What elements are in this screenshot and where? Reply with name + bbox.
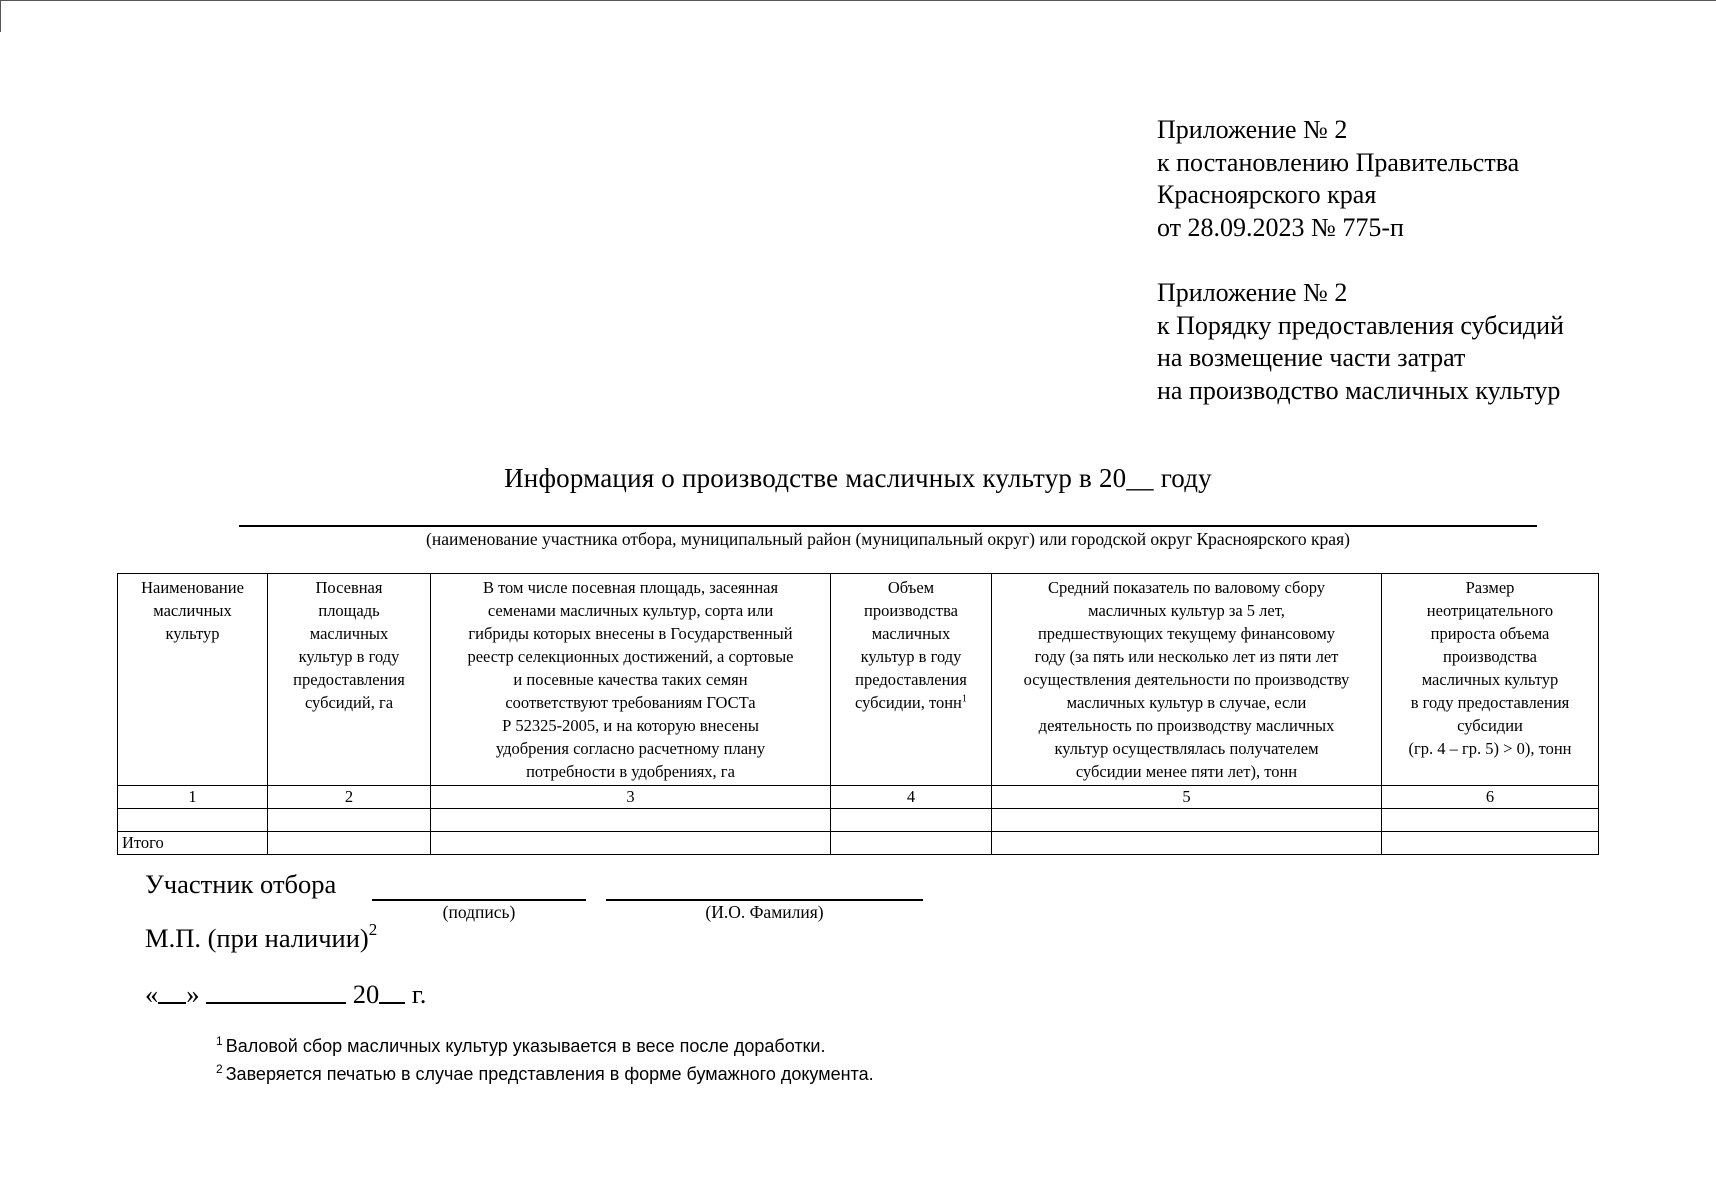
column-number-row bbox=[118, 786, 1599, 809]
participant-caption: (наименование участника отбора, муниципальный район (муниципальный округ) или городской округ Красноярского края) bbox=[426, 529, 1350, 549]
appendix-header-block bbox=[1157, 114, 1564, 407]
date-line: « » 20 г. bbox=[145, 976, 426, 1010]
table-cell[interactable] bbox=[268, 809, 431, 832]
table-cell[interactable] bbox=[1382, 809, 1599, 832]
column-number: 6 bbox=[1382, 786, 1599, 809]
header-col-1: Наименование масличных культур bbox=[118, 574, 268, 786]
signature-caption: (подпись) bbox=[442, 902, 516, 922]
production-table bbox=[117, 573, 1599, 855]
table-cell[interactable] bbox=[118, 809, 268, 832]
name-line[interactable] bbox=[606, 899, 923, 901]
total-cell[interactable] bbox=[992, 832, 1382, 855]
header-col-3: В том числе посевная площадь, засеянная семенами масличных культур, сорта или гибриды которых внесены в Государственный реестр селекционных достижений, а сортовые и посевные качества таких семян соответствуют требованиям ГОСТа Р 52325-2005, и на которую внесены удобрения согласно расчетному плану потребности в удобрениях, га bbox=[431, 574, 831, 786]
table-row bbox=[118, 809, 1599, 832]
appendix-order-line: на возмещение части затрат bbox=[1157, 343, 1466, 372]
appendix-order-line: к Порядку предоставления субсидий bbox=[1157, 310, 1564, 340]
table-header-row bbox=[118, 574, 1599, 786]
scan-edge-top bbox=[0, 0, 1716, 1]
year-blank[interactable] bbox=[379, 976, 405, 1004]
total-label: Итого bbox=[118, 832, 268, 855]
signature-label: Участник отбора bbox=[145, 869, 337, 899]
header-col-2: Посевная площадь масличных культур в году предоставления субсидий, га bbox=[268, 574, 431, 786]
total-cell[interactable] bbox=[431, 832, 831, 855]
appendix-header-line: к постановлению Правительства bbox=[1157, 147, 1520, 177]
footnote-2: $^2$ Заверяется печатью в случае представления в форме бумажного документа. bbox=[216, 1062, 874, 1084]
column-number: 1 bbox=[118, 786, 268, 809]
footnotes bbox=[216, 1030, 874, 1086]
table-cell[interactable] bbox=[431, 809, 831, 832]
name-caption: (И.О. Фамилия) bbox=[705, 902, 824, 922]
document-title: Информация о производстве масличных культур в 20__ году bbox=[504, 463, 1212, 493]
stamp-line bbox=[145, 920, 378, 954]
footnote-1: $^1$ Валовой сбор масличных культур указывается в весе после доработки. bbox=[216, 1034, 826, 1056]
appendix-header-line: Красноярского края bbox=[1157, 180, 1377, 209]
appendix-order-line: на производство масличных культур bbox=[1157, 375, 1561, 405]
appendix-header-line: Приложение № 2 bbox=[1157, 115, 1348, 144]
total-cell[interactable] bbox=[831, 832, 992, 855]
column-number: 3 bbox=[431, 786, 831, 809]
column-number: 4 bbox=[831, 786, 992, 809]
scan-edge-left bbox=[0, 0, 1, 32]
total-cell[interactable] bbox=[268, 832, 431, 855]
appendix-header-line: от 28.09.2023 № 775-п bbox=[1157, 212, 1404, 242]
month-blank[interactable] bbox=[206, 976, 346, 1004]
total-cell[interactable] bbox=[1382, 832, 1599, 855]
table-cell[interactable] bbox=[992, 809, 1382, 832]
column-number: 2 bbox=[268, 786, 431, 809]
day-blank[interactable] bbox=[158, 976, 186, 1004]
header-col-5: Средний показатель по валовому сбору масличных культур за 5 лет, предшествующих текущему финансовому году (за пять или несколько лет из пяти лет осуществления деятельности по производству масличных культур в случае, если деятельность по производству масличных культур осуществлялась получателем субсидии менее пяти лет), тонн bbox=[992, 574, 1382, 786]
column-number: 5 bbox=[992, 786, 1382, 809]
header-col-4: Объем производства масличных культур в году предоставления субсидии, тонн$^1$ bbox=[831, 574, 992, 786]
stamp-label: М.П. (при наличии) bbox=[145, 923, 369, 953]
footnote-ref-2: 2 bbox=[368, 920, 378, 939]
header-col-6: Размер неотрицательного прироста объема производства масличных культур в году предоставления субсидии (гр. 4 – гр. 5) > 0), тонн bbox=[1382, 574, 1599, 786]
table-cell[interactable] bbox=[831, 809, 992, 832]
signature-line[interactable] bbox=[372, 899, 586, 901]
footnote-ref-1: 1 bbox=[961, 693, 967, 705]
total-row bbox=[118, 832, 1599, 855]
appendix-order-line: Приложение № 2 bbox=[1157, 278, 1348, 307]
participant-name-line[interactable] bbox=[239, 525, 1537, 527]
